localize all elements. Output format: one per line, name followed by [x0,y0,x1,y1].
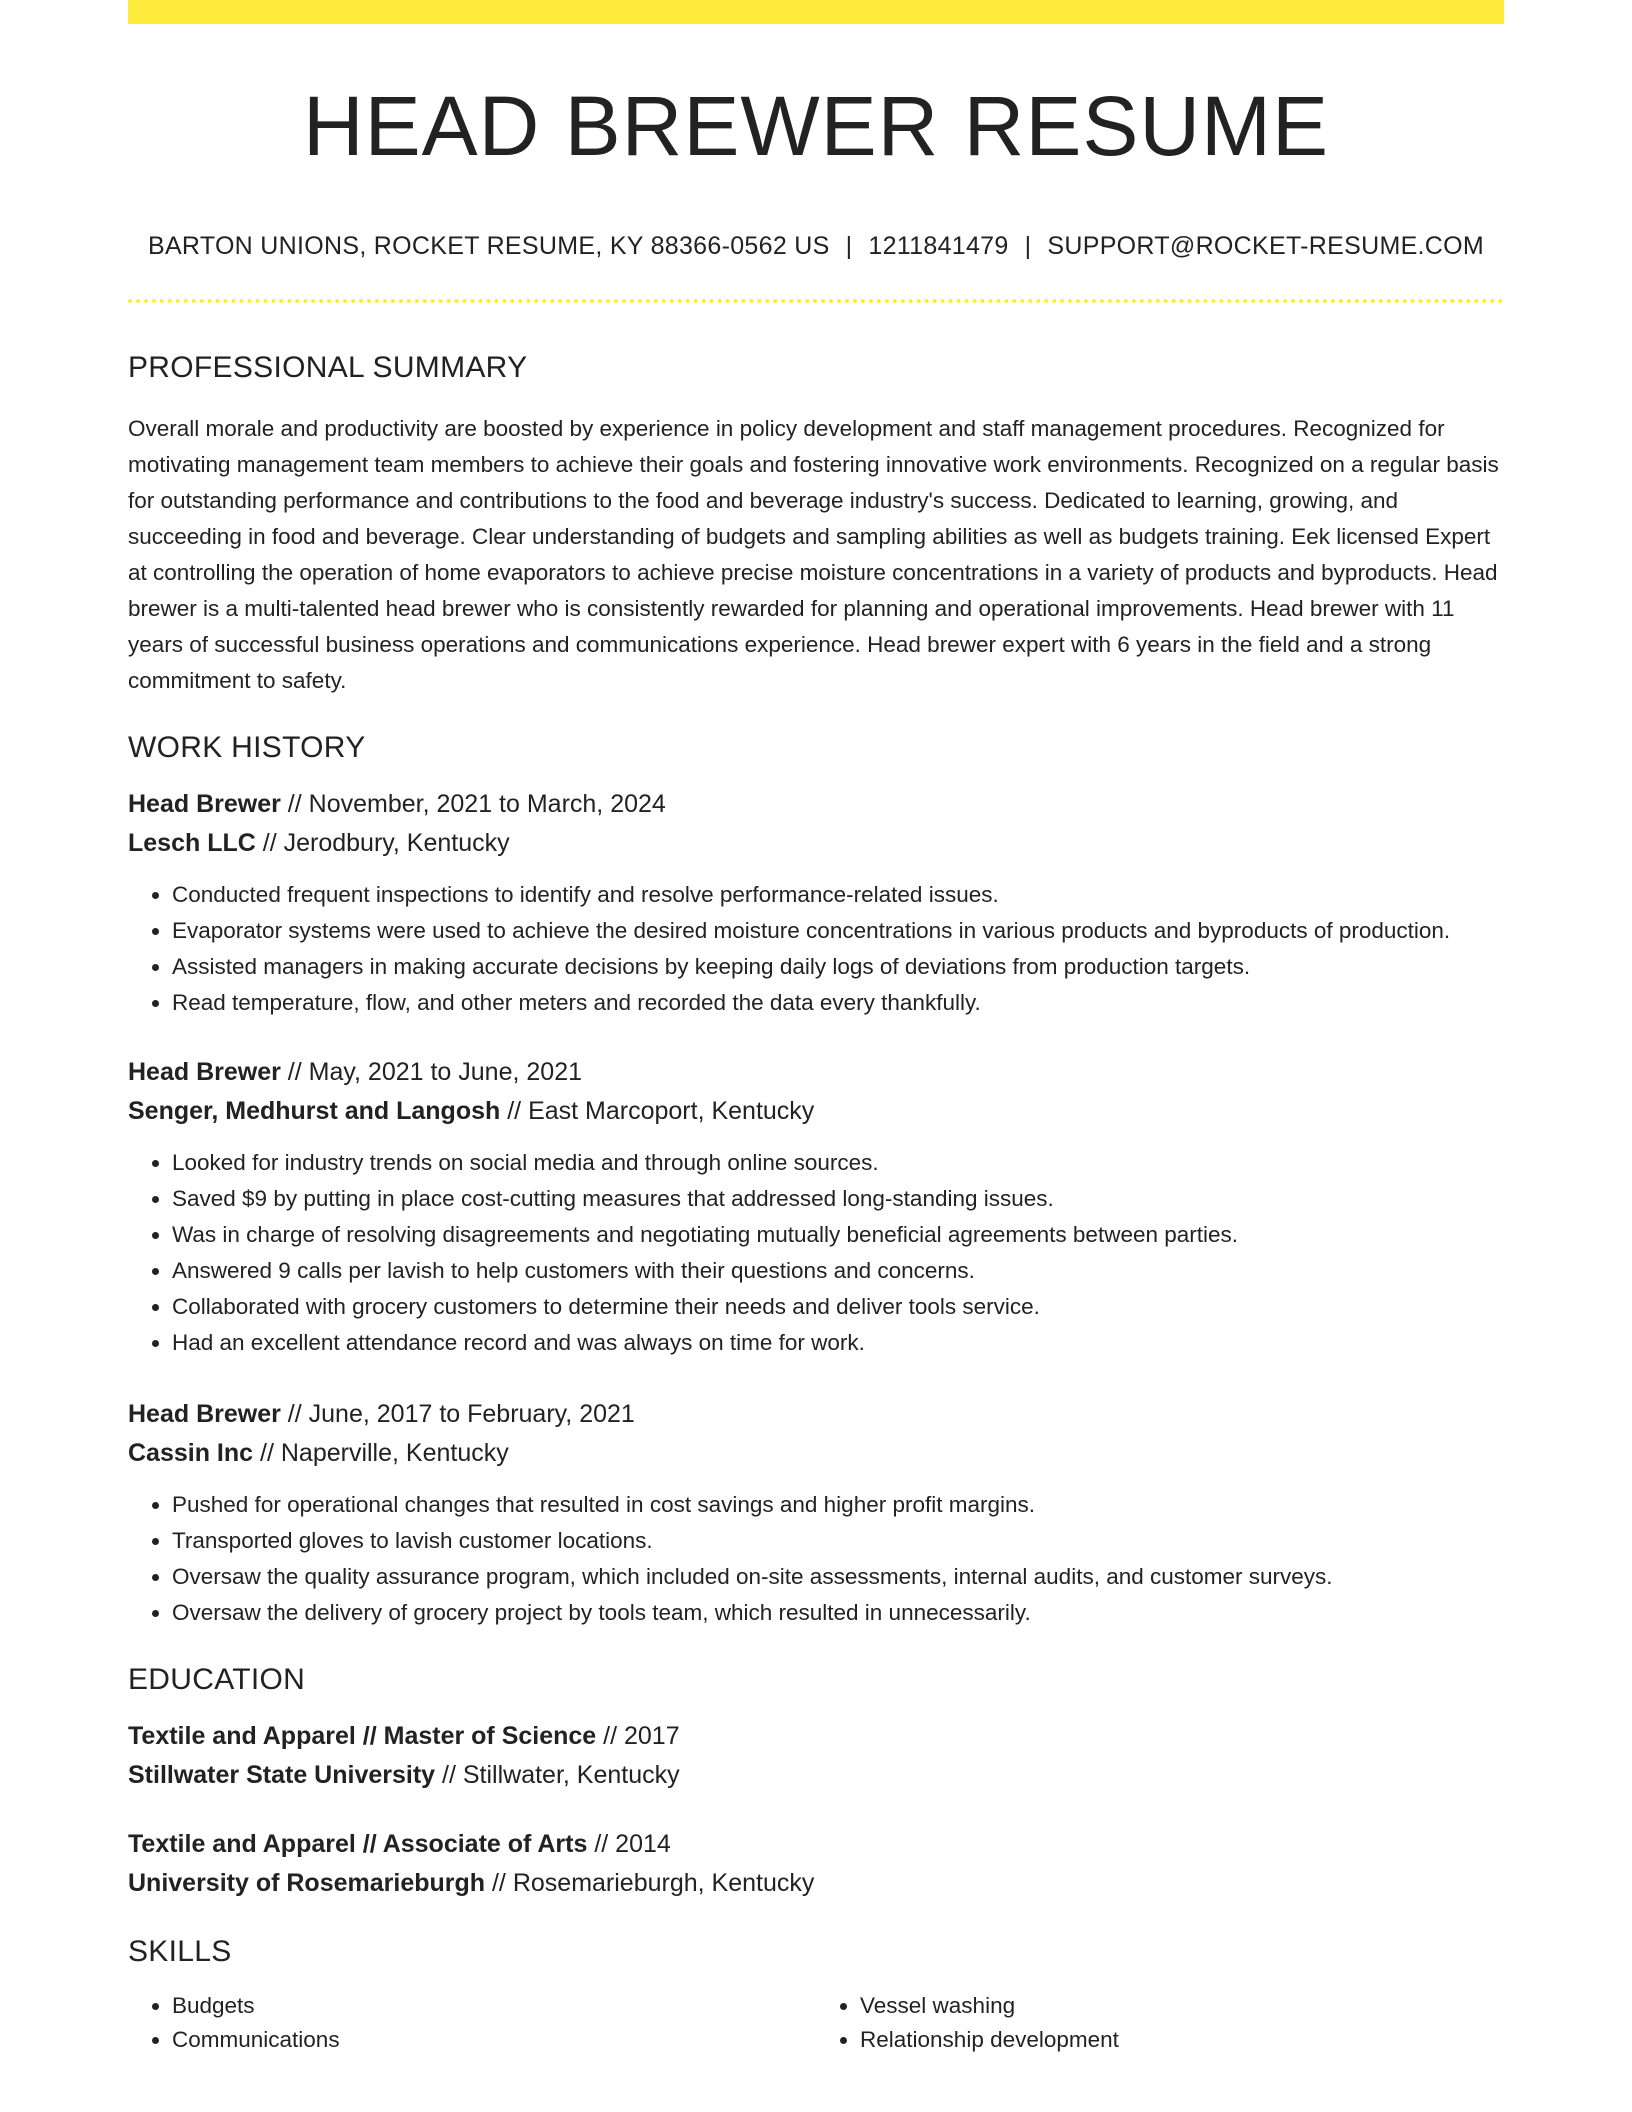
list-item: • Oversaw the quality assurance program, which included on-site assessments, internal audits, and customer surveys. [172,1559,1504,1595]
education-separator: // [435,1761,463,1789]
job-separator: // [500,1097,529,1125]
skills-left-column [128,1989,816,2057]
list-item: • Was in charge of resolving disagreements and negotiating mutually beneficial agreements between parties. [172,1217,1504,1253]
skills-right-column [816,1989,1504,2057]
job-entry [128,1053,1504,1361]
education-school-line [128,1756,1504,1795]
list-item: • Oversaw the delivery of grocery project by tools team, which resulted in unnecessarily. [172,1595,1504,1631]
list-item: • Saved $9 by putting in place cost-cutting measures that addressed long-standing issues. [172,1181,1504,1217]
job-entry [128,785,1504,1021]
education-entry [128,1717,1504,1795]
job-separator: // [253,1439,281,1467]
job-company-line [128,824,1504,863]
education-location: Rosemarieburgh, Kentucky [512,1869,815,1897]
job-bullets [128,1145,1504,1361]
education-year: 2014 [615,1830,671,1858]
job-location: Jerodbury, Kentucky [283,829,510,857]
education-separator: // [596,1722,624,1750]
list-item: • Had an excellent attendance record and was always on time for work. [172,1325,1504,1361]
list-item: • Looked for industry trends on social media and through online sources. [172,1145,1504,1181]
job-location: East Marcoport, Kentucky [528,1097,815,1125]
job-dates: November, 2021 to March, 2024 [308,790,666,818]
job-title: Head Brewer [128,1058,281,1086]
summary-text: Overall morale and productivity are boosted by experience in policy development and staff management procedures. Recognized for motivating management team members to achieve their goals and fostering innovative work environments. Recognized on a regular basis for outstanding performance and contributions to the food and beverage industry's success. Dedicated to learning, growing, and succeeding in food and beverage. Clear understanding of budgets and sampling abilities as well as budgets training. Eek licensed Expert at controlling the operation of home evaporators to achieve precise moisture concentrations in a variety of products and byproducts. Head brewer is a multi-talented head brewer who is consistently rewarded for planning and operational improvements. Head brewer with 11 years of successful business operations and communications experience. Head brewer expert with 6 years in the field and a strong commitment to safety. [128,416,1499,693]
education-location: Stillwater, Kentucky [462,1761,680,1789]
skills-heading: SKILLS [128,1935,232,1968]
job-separator: // [280,790,309,818]
list-item: • Answered 9 calls per lavish to help customers with their questions and concerns. [172,1253,1504,1289]
education-degree: Textile and Apparel // Master of Science [128,1722,597,1750]
contact-address: BARTON UNIONS, ROCKET RESUME, KY 88366-0562 US [147,232,830,260]
job-separator: // [280,1058,309,1086]
job-company: Senger, Medhurst and Langosh [128,1097,501,1125]
list-item: • Read temperature, flow, and other meters and recorded the data every thankfully. [172,985,1504,1021]
job-company-line [128,1434,1504,1473]
job-title: Head Brewer [128,1400,281,1428]
accent-top-bar [128,0,1504,24]
contact-line [128,232,1504,261]
contact-email[interactable]: SUPPORT@ROCKET-RESUME.COM [1047,232,1485,260]
list-item: • Pushed for operational changes that resulted in cost savings and higher profit margins. [172,1487,1504,1523]
job-title: Head Brewer [128,790,281,818]
job-entry [128,1395,1504,1631]
job-title-line [128,785,1504,824]
education-school: University of Rosemarieburgh [128,1869,486,1897]
job-location: Naperville, Kentucky [280,1439,509,1467]
contact-phone: 1211841479 [868,232,1009,260]
education-separator: // [587,1830,616,1858]
education-degree: Textile and Apparel // Associate of Arts [128,1830,588,1858]
education-year: 2017 [624,1722,680,1750]
education-school: Stillwater State University [128,1761,436,1789]
job-title-line [128,1395,1504,1434]
work-history-heading: WORK HISTORY [128,731,366,764]
education-heading: EDUCATION [128,1663,306,1696]
job-separator: // [280,1400,309,1428]
contact-separator: | [845,232,853,260]
list-item: • Vessel washing [860,1989,1504,2023]
education-separator: // [485,1869,513,1897]
education-entry [128,1825,1504,1903]
education-degree-line [128,1717,1504,1756]
list-item: • Communications [172,2023,816,2057]
list-item: • Relationship development [860,2023,1504,2057]
contact-separator: | [1024,232,1032,260]
dotted-divider [128,299,1504,303]
job-title-line [128,1053,1504,1092]
list-item: • Budgets [172,1989,816,2023]
skills-columns [128,1989,1504,2057]
job-dates: May, 2021 to June, 2021 [308,1058,582,1086]
job-dates: June, 2017 to February, 2021 [308,1400,635,1428]
job-company: Cassin Inc [128,1439,254,1467]
job-bullets [128,1487,1504,1631]
list-item: • Assisted managers in making accurate decisions by keeping daily logs of deviations from production targets. [172,949,1504,985]
education-degree-line [128,1825,1504,1864]
resume-title: HEAD BREWER RESUME [302,79,1330,173]
list-item: • Collaborated with grocery customers to determine their needs and deliver tools service. [172,1289,1504,1325]
summary-heading: PROFESSIONAL SUMMARY [128,351,528,384]
education-school-line [128,1864,1504,1903]
job-company: Lesch LLC [128,829,256,857]
job-company-line [128,1092,1504,1131]
resume-page [128,0,1504,2057]
list-item: • Evaporator systems were used to achieve the desired moisture concentrations in various products and byproducts of production. [172,913,1504,949]
job-bullets [128,877,1504,1021]
list-item: • Transported gloves to lavish customer locations. [172,1523,1504,1559]
job-separator: // [255,829,284,857]
list-item: • Conducted frequent inspections to identify and resolve performance-related issues. [172,877,1504,913]
